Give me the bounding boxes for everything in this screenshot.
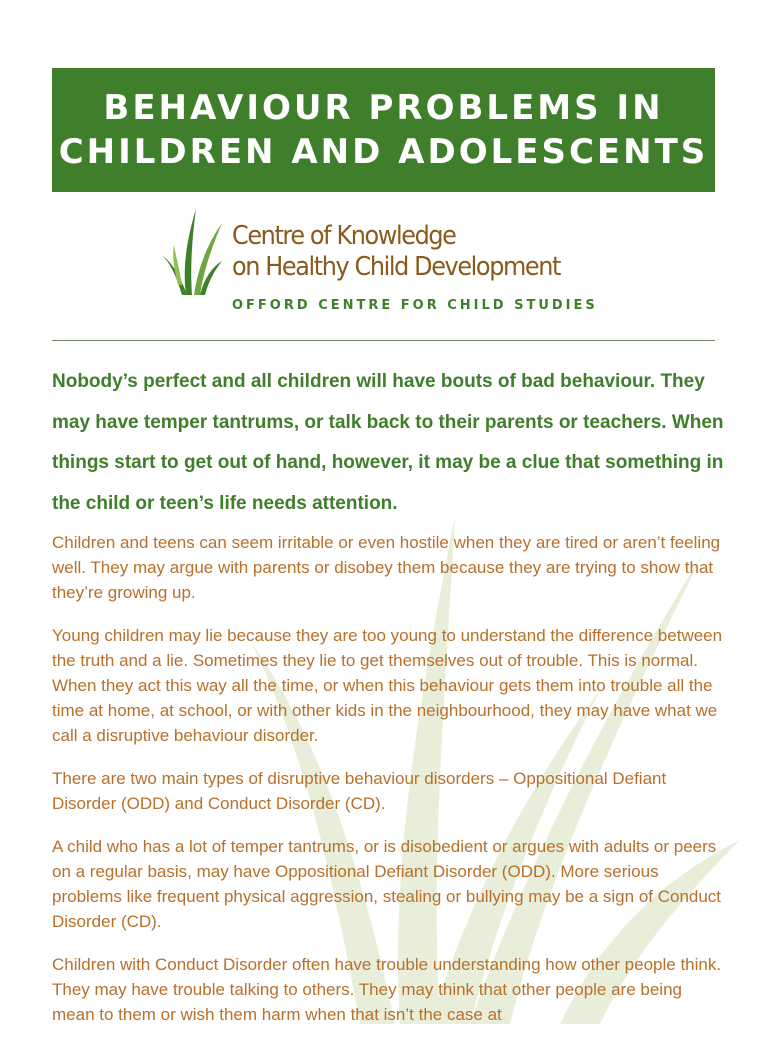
logo-name-line-2: on Healthy Child Development — [232, 252, 561, 282]
title-line-1: BEHAVIOUR PROBLEMS IN — [103, 88, 664, 128]
paragraph-4: A child who has a lot of temper tantrums, or is disobedient or argues with adults or peers on a regular basis, may have Oppositional Defiant Disorder (ODD). More serious problems like frequent physical aggression, stealing or bullying may be a sign of Conduct Disorder (CD). — [52, 837, 722, 931]
paragraph-5: Children with Conduct Disorder often have trouble understanding how other people think. They may have trouble talking to others. They may think that other people are being mean to them or wish them harm when that isn’t the case at — [52, 955, 722, 1024]
logo-subtitle: OFFORD CENTRE FOR CHILD STUDIES — [232, 298, 598, 313]
logo-name-line-1: Centre of Knowledge — [232, 221, 456, 251]
paragraph-1: Children and teens can seem irritable or even hostile when they are tired or aren’t feeling well. They may argue with parents or disobey them because they are trying to show that they’re growing up. — [52, 533, 721, 602]
title-banner — [52, 68, 715, 192]
title-line-2: CHILDREN AND ADOLESCENTS — [58, 132, 709, 172]
paragraph-3: There are two main types of disruptive behaviour disorders – Oppositional Defiant Disorder (ODD) and Conduct Disorder (CD). — [52, 769, 667, 813]
logo-name — [232, 221, 560, 283]
body-text — [52, 530, 727, 1045]
paragraph-2: Young children may lie because they are too young to understand the difference between the truth and a lie. Sometimes they lie to get themselves out of trouble. This is normal. When they act this way all the time, or when this behaviour gets them into trouble all the time at home, at school, or with other kids in the neighbourhood, they may have what we call a disruptive behaviour disorder. — [52, 626, 723, 745]
divider — [52, 340, 715, 341]
lead-paragraph: Nobody’s perfect and all children will have bouts of bad behaviour. They may have temper tantrums, or talk back to their parents or teachers. When things start to get out of hand, however, it may be a clue that something in the child or teen’s life needs attention. — [52, 371, 724, 514]
grass-blades-icon — [160, 205, 230, 300]
organization-logo — [160, 205, 720, 325]
